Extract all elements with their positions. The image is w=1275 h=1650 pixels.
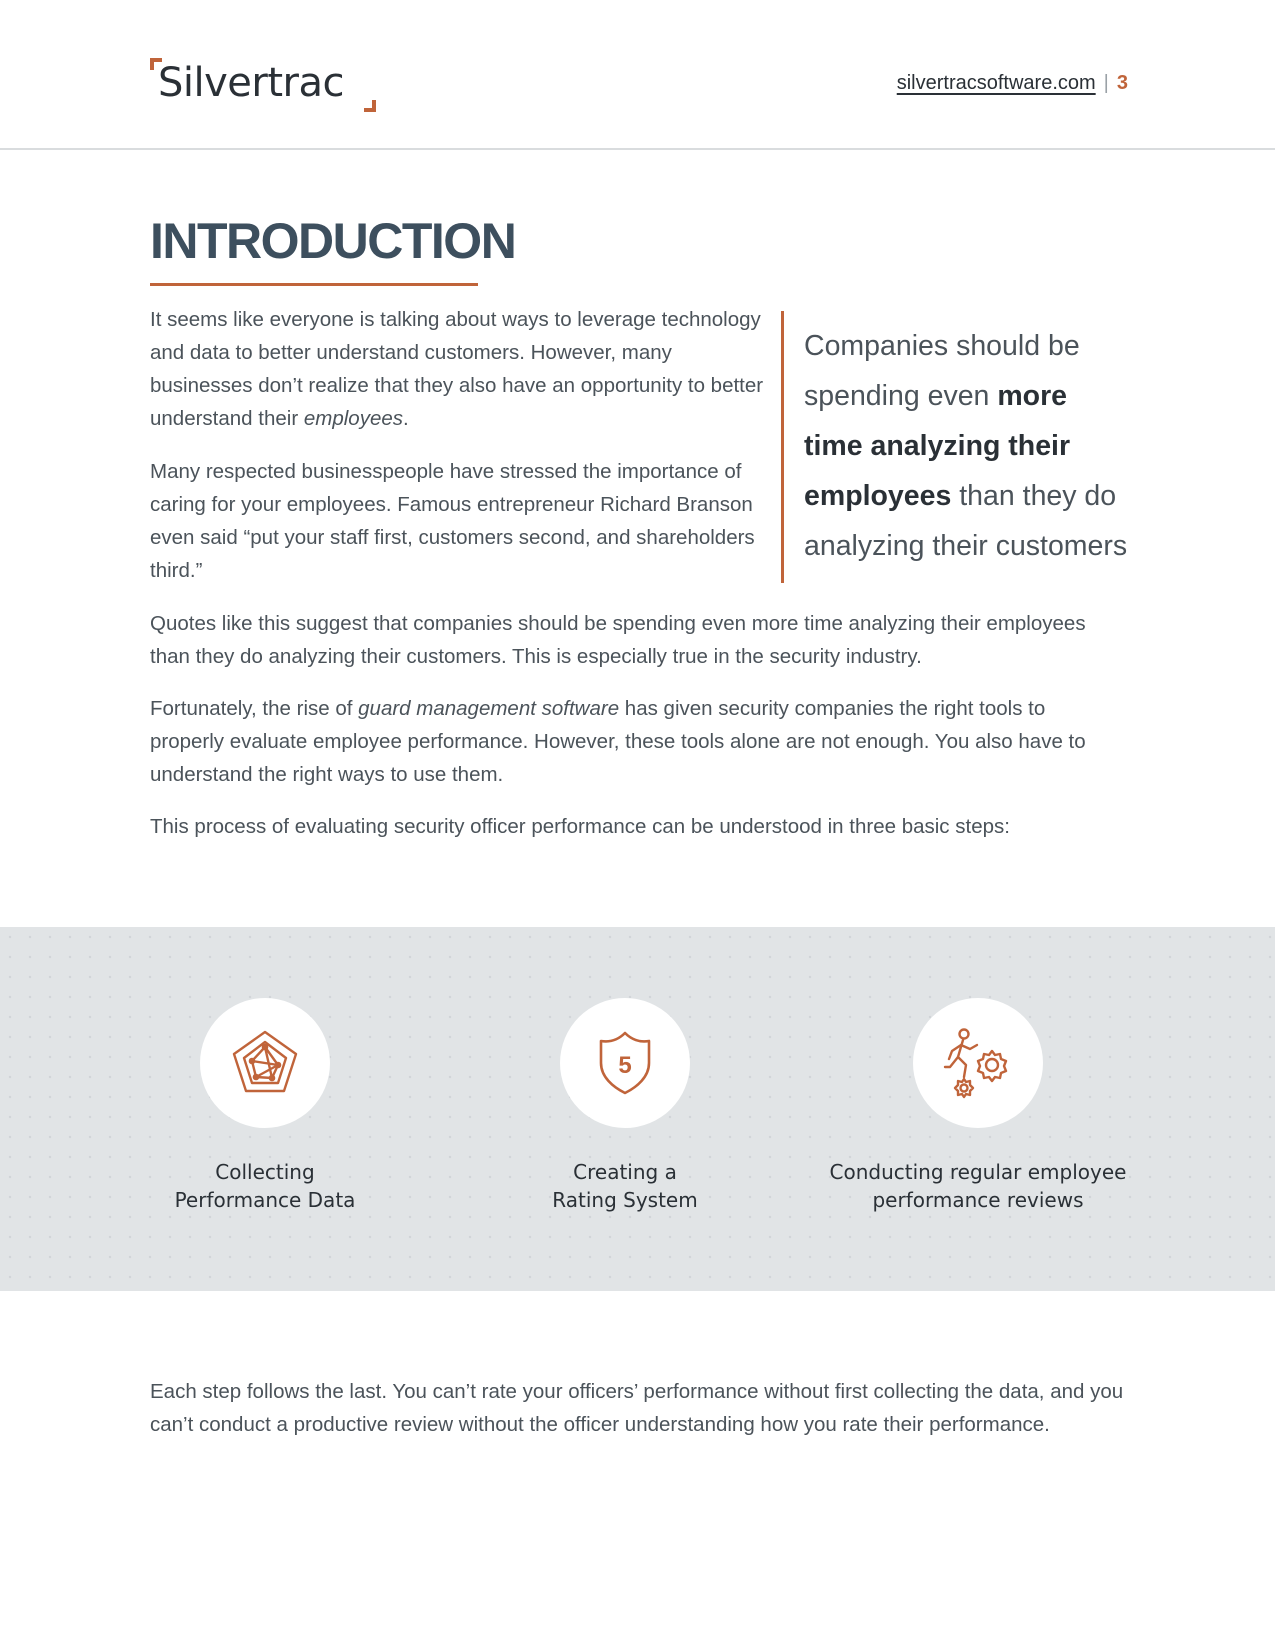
p4-emphasis: guard management software — [358, 697, 620, 720]
step-label-line-1: Creating a — [573, 1160, 677, 1184]
step-rating-system — [455, 998, 795, 1214]
page-header — [0, 0, 1275, 150]
step-label — [95, 1158, 435, 1214]
site-url-link[interactable]: silvertracsoftware.com — [896, 72, 1096, 94]
step-label-line-1: Collecting — [215, 1160, 315, 1184]
site-info — [897, 72, 1128, 95]
p4-end: has given security companies the right tools to properly evaluate employee performance. However, these tools alone are not enough. You also have to understand the right ways to use them. — [150, 697, 1086, 786]
step-label — [455, 1158, 795, 1214]
p1-end: . — [403, 407, 409, 430]
step-collecting-data — [95, 998, 435, 1214]
p4-text: Fortunately, the rise of — [150, 697, 359, 720]
pull-quote — [781, 311, 1131, 583]
p1-text: It seems like everyone is talking about ways to leverage technology and data to better understand customers. However, many businesses don’t realize that they also have an opportunity to better understand their — [150, 308, 764, 430]
page-number: 3 — [1116, 72, 1128, 94]
step-label-line-1: Conducting regular employee — [829, 1160, 1127, 1184]
step-label-line-2: performance reviews — [872, 1188, 1084, 1212]
rating-badge-number: 5 — [618, 1052, 632, 1079]
logo-bracket-bottom-right — [364, 100, 376, 112]
pentagon-network-icon — [230, 1028, 300, 1098]
runner-gears-icon — [942, 1027, 1014, 1099]
step-performance-reviews — [808, 998, 1148, 1214]
step-label — [808, 1158, 1148, 1214]
shield-rating-icon — [593, 1031, 657, 1095]
intro-paragraph-5: This process of evaluating security officer performance can be understood in three basic steps: — [150, 815, 1010, 838]
site-separator: | — [1103, 72, 1109, 94]
quote-text-2: than they do analyzing their customers — [804, 480, 1128, 562]
logo-text: Silvertrac — [158, 60, 344, 106]
intro-paragraph-1 — [150, 303, 770, 435]
quote-text-1: Companies should be spending even — [804, 330, 1080, 412]
intro-paragraph-3: Quotes like this suggest that companies should be spending even more time analyzing their employees than they do analyzing their customers. This is especially true in the security industry. — [150, 612, 1086, 668]
step-label-line-2: Performance Data — [174, 1188, 356, 1212]
intro-paragraph-2: Many respected businesspeople have stressed the importance of caring for your employees. Famous entrepreneur Richard Branson even said “put your staff first, customers second, and shareholders third.” — [150, 460, 755, 582]
intro-paragraph-4 — [150, 692, 1125, 791]
title-underline — [150, 283, 478, 286]
p1-emphasis: employees — [303, 407, 403, 430]
quote-bold: more time analyzing their employees — [804, 380, 1071, 512]
step-icon-circle — [560, 998, 690, 1128]
step-icon-circle — [913, 998, 1043, 1128]
step-icon-circle — [200, 998, 330, 1128]
section-title: INTRODUCTION — [150, 213, 516, 269]
closing-paragraph: Each step follows the last. You can’t rate your officers’ performance without first collecting the data, and you can’t conduct a productive review without the officer understanding how you rate their performance. — [150, 1380, 1124, 1436]
silvertrac-logo[interactable] — [150, 56, 390, 116]
step-label-line-2: Rating System — [552, 1188, 698, 1212]
